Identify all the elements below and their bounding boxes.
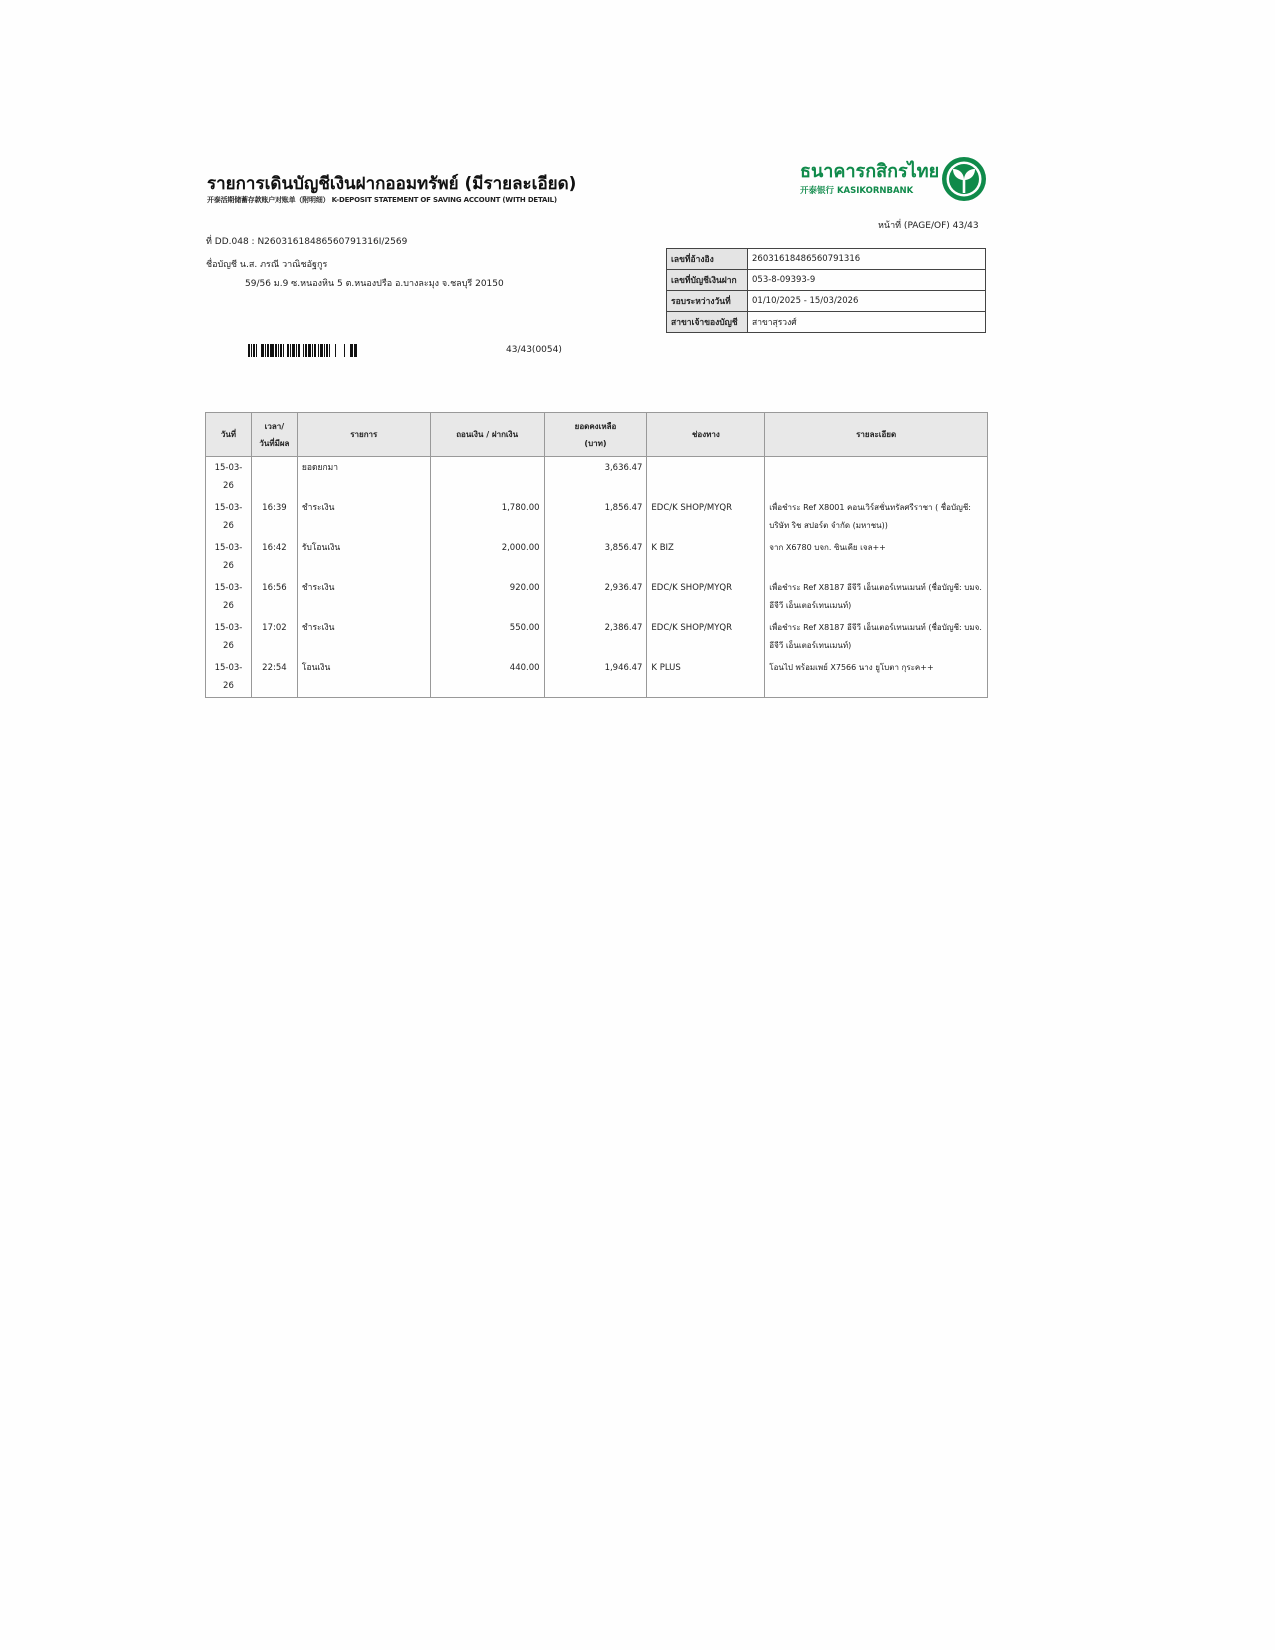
bank-name-english: 开泰银行 KASIKORNBANK (800, 186, 914, 196)
cell-date: 15-03-26 (206, 537, 252, 577)
info-label: เลขที่บัญชีเงินฝาก (667, 270, 748, 291)
cell-channel: K PLUS (647, 657, 765, 698)
cell-date: 15-03-26 (206, 577, 252, 617)
cell-detail: เพื่อชำระ Ref X8187 อีจีวี เอ็นเตอร์เทนเมนท์ (ชื่อบัญชี: บมจ. อีจีวี เอ็นเตอร์เทนเมนท์) (765, 577, 988, 617)
cell-description: ชำระเงิน (297, 497, 430, 537)
info-value: 053-8-09393-9 (748, 270, 986, 291)
info-label: เลขที่อ้างอิง (667, 249, 748, 270)
cell-channel: EDC/K SHOP/MYQR (647, 497, 765, 537)
header-balance-line2: (บาท) (584, 438, 607, 448)
cell-time: 16:56 (251, 577, 297, 617)
document-number: ที่ DD.048 : N26031618486560791316I/2569 (206, 237, 408, 247)
cell-description: รับโอนเงิน (297, 537, 430, 577)
cell-date: 15-03-26 (206, 617, 252, 657)
info-label: สาขาเจ้าของบัญชี (667, 312, 748, 333)
header-amount: ถอนเงิน / ฝากเงิน (430, 413, 544, 457)
header-time-line1: เวลา/ (264, 421, 285, 431)
info-value: 26031618486560791316 (748, 249, 986, 270)
cell-detail: เพื่อชำระ Ref X8187 อีจีวี เอ็นเตอร์เทนเมนท์ (ชื่อบัญชี: บมจ. อีจีวี เอ็นเตอร์เทนเมนท์) (765, 617, 988, 657)
info-row-period (667, 291, 986, 312)
cell-date: 15-03-26 (206, 657, 252, 698)
statement-title: รายการเดินบัญชีเงินฝากออมทรัพย์ (มีรายละเอียด) (207, 174, 577, 194)
cell-detail (765, 457, 988, 498)
cell-balance: 1,856.47 (544, 497, 647, 537)
info-row-account-number (667, 270, 986, 291)
cell-balance: 3,856.47 (544, 537, 647, 577)
account-info-table (666, 248, 986, 333)
info-row-reference (667, 249, 986, 270)
info-row-branch (667, 312, 986, 333)
cell-detail: เพื่อชำระ Ref X8001 คอนเวิร์สชั่นทรัลศรีราชา ( ชื่อบัญชี: บริษัท ริช สปอร์ต จำกัด (มหาชน)) (765, 497, 988, 537)
cell-amount (430, 457, 544, 498)
cell-channel: K BIZ (647, 537, 765, 577)
info-value: 01/10/2025 - 15/03/2026 (748, 291, 986, 312)
table-row (206, 497, 988, 537)
cell-amount: 920.00 (430, 577, 544, 617)
barcode (248, 344, 408, 357)
table-row (206, 457, 988, 498)
statement-subtitle: 开泰活期储蓄存款账户对账单（附明细） K-DEPOSIT STATEMENT OF SAVING ACCOUNT (WITH DETAIL) (207, 196, 557, 204)
cell-description: ชำระเงิน (297, 577, 430, 617)
account-address: 59/56 ม.9 ซ.หนองหิน 5 ต.หนองปรือ อ.บางละมุง จ.ชลบุรี 20150 (245, 279, 504, 289)
header-balance (544, 413, 647, 457)
cell-time: 22:54 (251, 657, 297, 698)
cell-balance: 2,936.47 (544, 577, 647, 617)
cell-time: 16:39 (251, 497, 297, 537)
account-name: ชื่อบัญชี น.ส. ภรณี วาณิชอัฐกูร (206, 260, 328, 270)
cell-amount: 440.00 (430, 657, 544, 698)
kasikornbank-logo-icon (940, 155, 988, 203)
table-row (206, 577, 988, 617)
header-channel: ช่องทาง (647, 413, 765, 457)
cell-time: 16:42 (251, 537, 297, 577)
cell-date: 15-03-26 (206, 457, 252, 498)
cell-amount: 1,780.00 (430, 497, 544, 537)
header-time (251, 413, 297, 457)
page-number: หน้าที่ (PAGE/OF) 43/43 (878, 221, 979, 231)
table-row (206, 617, 988, 657)
cell-balance: 2,386.47 (544, 617, 647, 657)
header-description: รายการ (297, 413, 430, 457)
cell-amount: 550.00 (430, 617, 544, 657)
cell-balance: 1,946.47 (544, 657, 647, 698)
cell-detail: โอนไป พร้อมเพย์ X7566 นาง ยูโบตา กุระค++ (765, 657, 988, 698)
header-time-line2: วันที่มีผล (259, 438, 290, 448)
cell-channel (647, 457, 765, 498)
cell-time (251, 457, 297, 498)
bank-name-thai: ธนาคารกสิกรไทย (800, 161, 940, 182)
cell-description: โอนเงิน (297, 657, 430, 698)
cell-balance: 3,636.47 (544, 457, 647, 498)
header-detail: รายละเอียด (765, 413, 988, 457)
cell-description: ยอดยกมา (297, 457, 430, 498)
cell-detail: จาก X6780 บจก. ซินเคีย เจล++ (765, 537, 988, 577)
table-row (206, 537, 988, 577)
transactions-table (205, 412, 988, 698)
info-value: สาขาสุรวงศ์ (748, 312, 986, 333)
cell-time: 17:02 (251, 617, 297, 657)
header-balance-line1: ยอดคงเหลือ (574, 421, 617, 431)
table-header-row (206, 413, 988, 457)
cell-description: ชำระเงิน (297, 617, 430, 657)
cell-channel: EDC/K SHOP/MYQR (647, 617, 765, 657)
header-date: วันที่ (206, 413, 252, 457)
barcode-number: 43/43(0054) (506, 345, 562, 355)
info-label: รอบระหว่างวันที่ (667, 291, 748, 312)
cell-date: 15-03-26 (206, 497, 252, 537)
cell-amount: 2,000.00 (430, 537, 544, 577)
table-row (206, 657, 988, 698)
cell-channel: EDC/K SHOP/MYQR (647, 577, 765, 617)
